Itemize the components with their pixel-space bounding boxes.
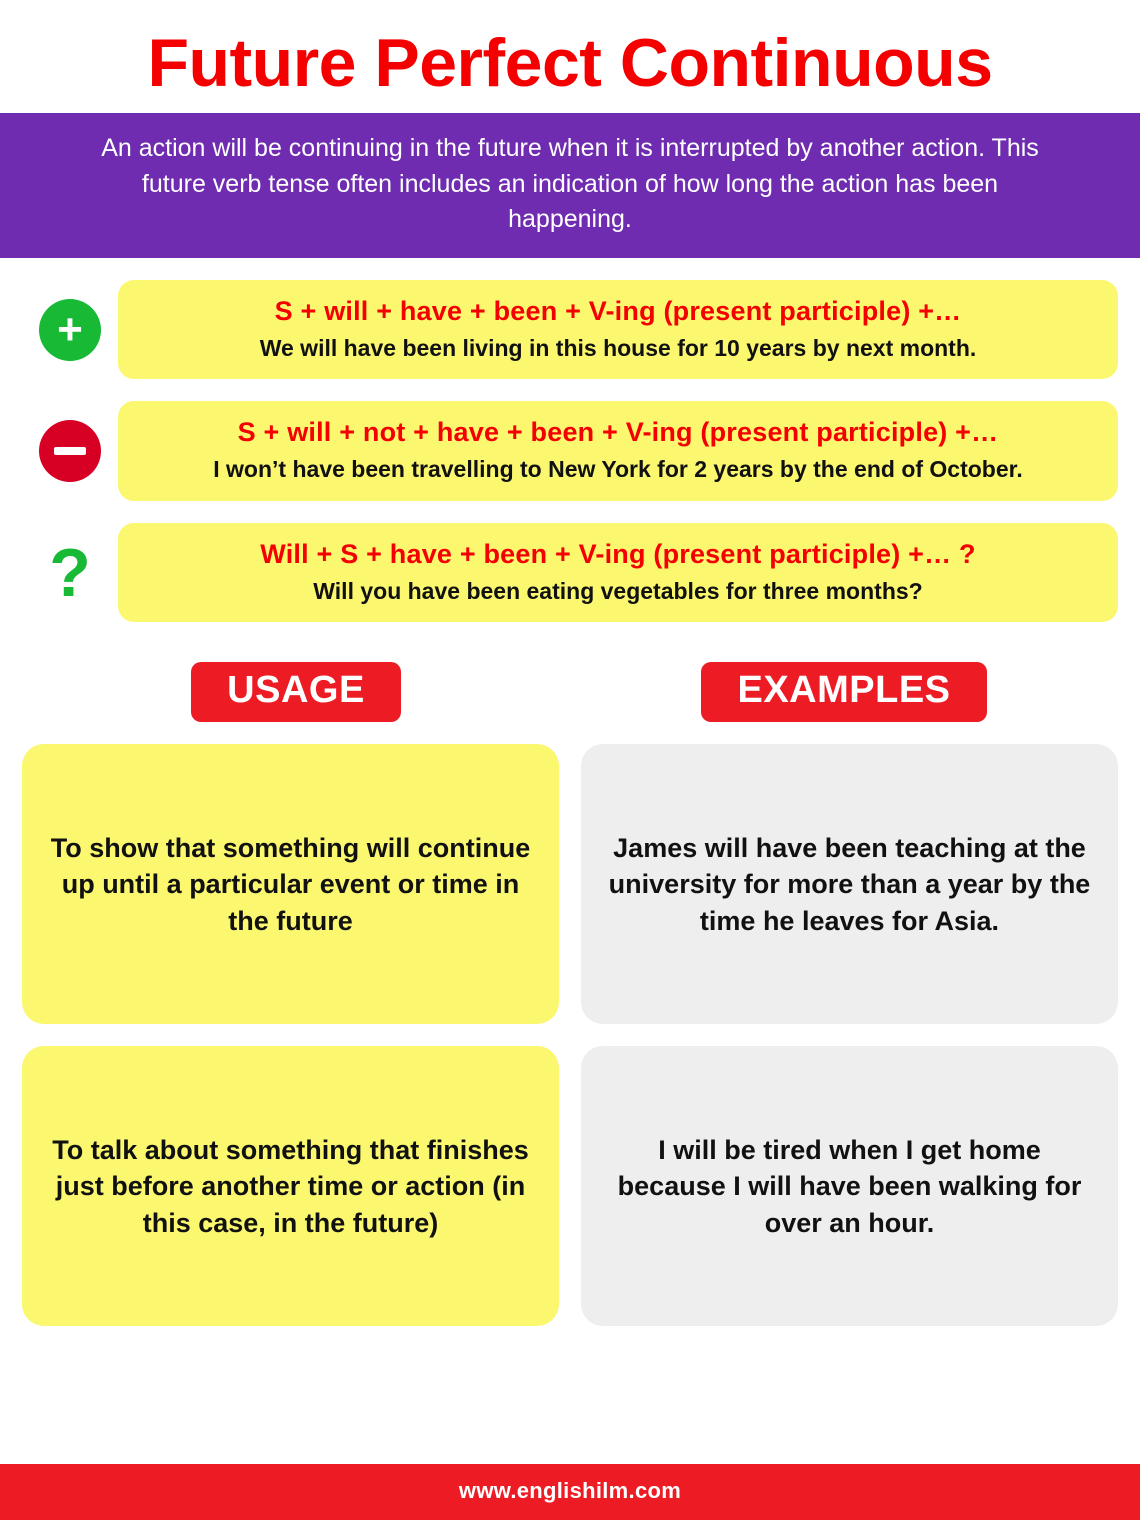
minus-bar — [54, 447, 86, 455]
formula-example: I won’t have been travelling to New York for 2 years by the end of October. — [213, 456, 1023, 483]
examples-column — [581, 744, 1118, 1326]
formula-row-question — [22, 523, 1118, 623]
section-headings — [0, 662, 1140, 722]
formula-text: S + will + not + have + been + V-ing (present participle) +… — [237, 417, 999, 448]
usage-card: To talk about something that finishes just before another time or action (in this case, in the future) — [22, 1046, 559, 1326]
examples-heading: EXAMPLES — [701, 662, 986, 722]
examples-heading-col — [570, 662, 1118, 722]
formula-example: We will have been living in this house for 10 years by next month. — [259, 334, 977, 361]
usage-heading-col — [22, 662, 570, 722]
minus-icon — [39, 420, 101, 482]
formula-row-affirmative — [22, 280, 1118, 380]
badge-wrap-question — [22, 534, 118, 611]
definition-banner: An action will be continuing in the future when it is interrupted by another action. This future verb tense often includes an indication of how long the action has been happening. — [0, 113, 1140, 258]
usage-card: To show that something will continue up until a particular event or time in the future — [22, 744, 559, 1024]
formula-row-negative — [22, 401, 1118, 501]
content-columns — [0, 722, 1140, 1326]
formula-text: S + will + have + been + V-ing (present participle) +… — [274, 295, 962, 326]
question-icon: ? — [49, 534, 91, 611]
badge-wrap-affirmative — [22, 299, 118, 361]
plus-icon: + — [39, 299, 101, 361]
example-card: James will have been teaching at the university for more than a year by the time he leaves for Asia. — [581, 744, 1118, 1024]
example-card: I will be tired when I get home because I will have been walking for over an hour. — [581, 1046, 1118, 1326]
formula-text: Will + S + have + been + V-ing (present participle) +… ? — [260, 538, 976, 569]
page-title: Future Perfect Continuous — [147, 25, 993, 101]
formula-example: Will you have been eating vegetables for three months? — [313, 577, 923, 604]
formula-list — [0, 258, 1140, 649]
badge-wrap-negative — [22, 420, 118, 482]
formula-card-negative — [118, 401, 1118, 501]
formula-card-affirmative — [118, 280, 1118, 380]
usage-heading: USAGE — [191, 662, 401, 722]
footer-website: www.englishilm.com — [0, 1464, 1140, 1520]
usage-column — [22, 744, 559, 1326]
formula-card-question — [118, 523, 1118, 623]
